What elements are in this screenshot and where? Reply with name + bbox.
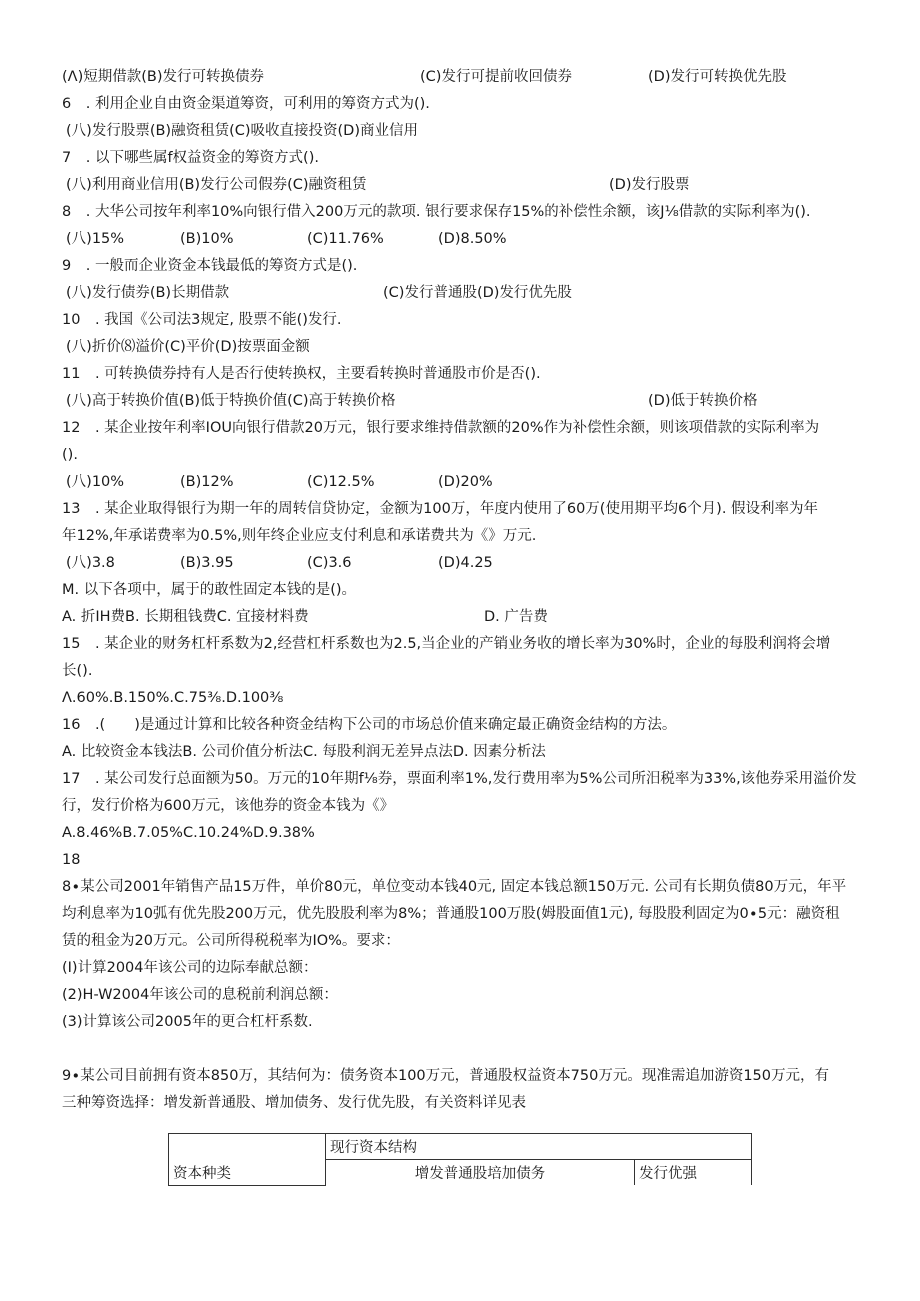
q12-stem-line2: (). — [62, 447, 78, 463]
q16-stem: 16 .( )是通过计算和比较各种资金结构下公司的市场总价值来确定最正确资金结构的方法。 — [62, 717, 677, 733]
q14-stem: M. 以下各项中，属于的敢性固定本钱的是()。 — [62, 582, 357, 598]
q12-opt-a: (八)10% — [66, 474, 125, 490]
q7-opt-d: (D)发行股票 — [609, 177, 690, 193]
q5-opt-d: (D)发行可转换优先股 — [648, 69, 787, 85]
p8-line1: 8∙某公司2001年销售产品15万件，单价80元，单位变动本钱40元, 固定本钱总额150万元. 公司有长期负债80万元，年平 — [62, 879, 847, 895]
q15-stem-line1: 15 . 某企业的财务杠杆系数为2,经营杠杆系数也为2.5,当企业的产销业务收的增长率为30%时，企业的每股利润将会增 — [62, 636, 831, 652]
p9-line1: 9∙某公司目前拥有资本850万，其结何为：债务资本100万元，普通股权益资本750万元。现准需追加游资150万元，有 — [62, 1068, 830, 1084]
q11-opt-d: (D)低于转换价格 — [648, 393, 758, 409]
q13-stem-line1: 13 . 某企业取得银行为期一年的周转信贷协定，金额为100万，年度内使用了60万(使用期平均6个月). 假设利率为年 — [62, 501, 819, 517]
q7-opts-abc: (八)利用商业信用(B)发行公司假券(C)融资租赁 — [66, 177, 367, 193]
q14-opts-abc: A. 折IH费B. 长期租钱费C. 宜接材料费 — [62, 609, 309, 625]
q6-opts: (八)发行股票(B)融资租赁(C)吸收直接投资(D)商业信用 — [66, 123, 418, 139]
q12-opt-d: (D)20% — [438, 474, 493, 490]
table-col-right: 发行优强 — [635, 1160, 752, 1186]
q8-opt-d: (D)8.50% — [438, 231, 507, 247]
table-col-mid: 增发普通股培加债务 — [326, 1160, 635, 1186]
p8-line2: 均利息率为10弧有优先股200万元，优先股股利率为8%；普通股100万股(姆股面值1元), 每股股利固定为0∙5元：融资租 — [62, 906, 840, 922]
table-row-label: 资本种类 — [169, 1134, 326, 1186]
q9-opts-cd: (C)发行普通股(D)发行优先股 — [383, 285, 572, 301]
q17-opts: A.8.46%B.7.05%C.10.24%D.9.38% — [62, 825, 315, 841]
q8-stem: 8 . 大华公司按年利率10%向银行借入200万元的款项. 银行要求保存15%的补偿性余额，该J⅛借款的实际利率为(). — [62, 204, 811, 220]
p8-subq1: (I)计算2004年该公司的边际奉献总额： — [62, 960, 318, 976]
q13-opt-d: (D)4.25 — [438, 555, 493, 571]
q16-opts: A. 比较资金本钱法B. 公司价值分析法C. 每股利润无差异点法D. 因素分析法 — [62, 744, 546, 760]
q5-opt-c: (C)发行可提前收回债券 — [420, 69, 572, 85]
q8-opt-a: (八)15% — [66, 231, 125, 247]
q17-stem-line2: 行，发行价格为600万元，该他券的资金本钱为《》 — [62, 798, 395, 814]
p8-subq3: (3)计算该公司2005年的更合杠杆系数. — [62, 1014, 313, 1030]
q8-opt-b: (B)10% — [180, 231, 234, 247]
q9-opts-ab: (八)发行债券(B)长期借款 — [66, 285, 230, 301]
q15-stem-line2: 长(). — [62, 663, 93, 679]
q6-stem: 6 . 利用企业自由资金渠道筹资，可利用的筹资方式为(). — [62, 96, 430, 112]
capital-structure-table — [168, 1133, 752, 1186]
q11-stem: 11 . 可转换债券持有人是否行使转换权，主要看转换时普通股市价是否(). — [62, 366, 541, 382]
q12-stem-line1: 12 . 某企业按年利率IOU向银行借款20万元，银行要求维持借款额的20%作为补偿性余额，则该项借款的实际利率为 — [62, 420, 820, 436]
q13-opt-c: (C)3.6 — [307, 555, 352, 571]
p9-line2: 三种筹资选择：增发新普通股、增加债务、发行优先股，有关资料详见表 — [62, 1095, 526, 1111]
q17-stem-line1: 17 . 某公司发行总面额为50。万元的10年期f⅛券，票面利率1%,发行费用率为5%公司所汨税率为33%,该他券采用溢价发 — [62, 771, 857, 787]
q13-opt-a: (八)3.8 — [66, 555, 115, 571]
q9-stem: 9 . 一般而企业资金本钱最低的筹资方式是(). — [62, 258, 358, 274]
q11-opts-abc: (八)高于转换价值(B)低于特换价值(C)高于转换价格 — [66, 393, 396, 409]
q13-stem-line2: 年12%,年承诺费率为0.5%,则年终企业应支付利息和承诺费共为《》万元. — [62, 528, 537, 544]
q13-opt-b: (B)3.95 — [180, 555, 234, 571]
q5-opts-ab: (Λ)短期借款(B)发行可转换债券 — [62, 69, 264, 85]
q8-opt-c: (C)11.76% — [307, 231, 384, 247]
table-header-top: 现行资本结构 — [326, 1134, 752, 1160]
q14-opt-d: D. 广告费 — [484, 609, 548, 625]
q7-stem: 7 . 以下哪些属f权益资金的筹资方式(). — [62, 150, 319, 166]
p8-subq2: (2)H-W2004年该公司的息税前利润总额： — [62, 987, 338, 1003]
q15-opts: Λ.60%.B.150%.C.75⅜.D.100⅜ — [62, 690, 284, 706]
q10-opts: (八)折价⑻溢价(C)平价(D)按票面金额 — [66, 339, 310, 355]
p8-line3: 赁的租金为20万元。公司所得税税率为IO%。要求： — [62, 933, 400, 949]
q10-stem: 10 . 我国《公司法3规定, 股票不能()发行. — [62, 312, 342, 328]
q18-number: 18 — [62, 852, 81, 868]
q12-opt-c: (C)12.5% — [307, 474, 375, 490]
q12-opt-b: (B)12% — [180, 474, 234, 490]
